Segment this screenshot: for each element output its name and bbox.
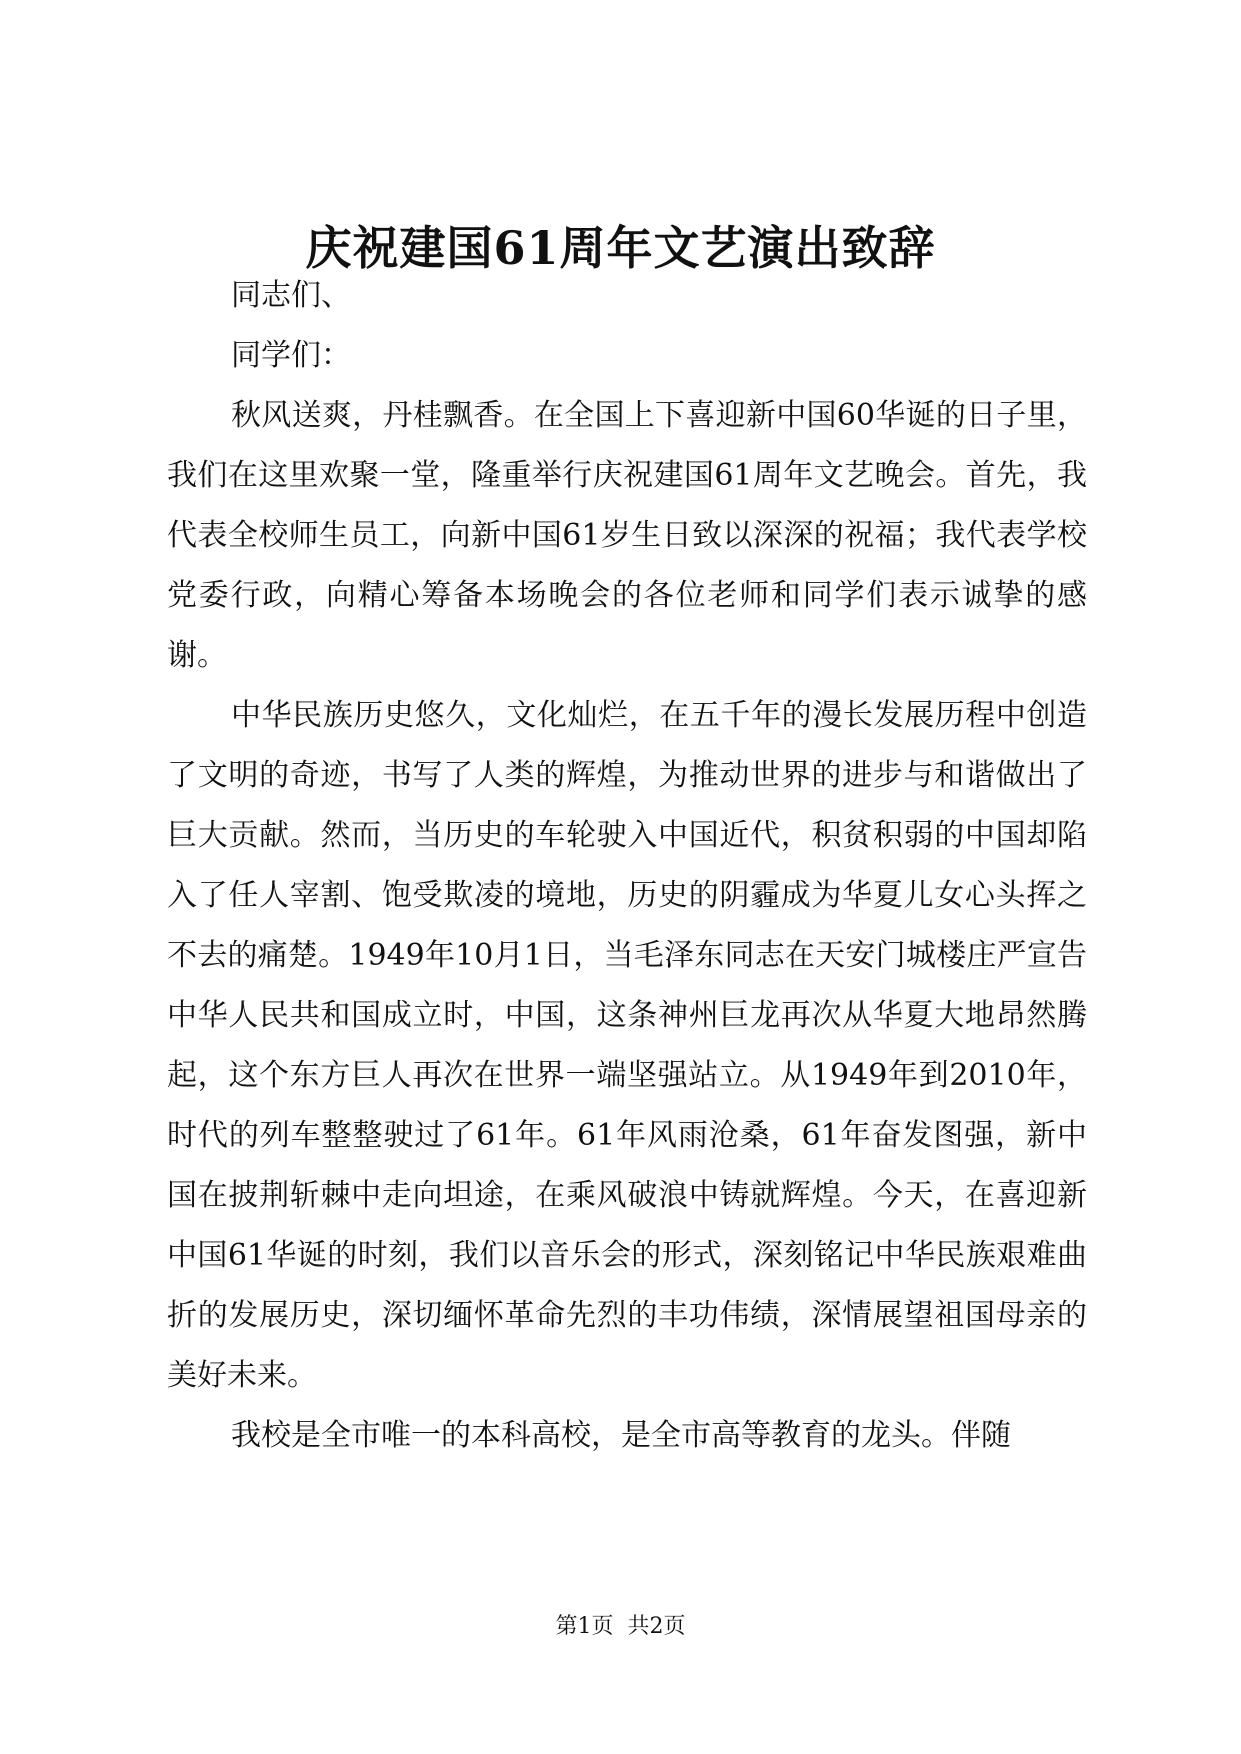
document-title: 庆祝建国61周年文艺演出致辞 <box>305 221 936 275</box>
page-footer <box>0 1612 1241 1642</box>
body-paragraph: 中华民族历史悠久，文化灿烂，在五千年的漫长发展历程中创造了文明的奇迹，书写了人类的辉煌，为推动世界的进步与和谐做出了巨大贡献。然而，当历史的车轮驶入中国近代，积贫积弱的中国却陷入了任人宰割、饱受欺凌的境地，历史的阴霾成为华夏儿女心头挥之不去的痛楚。1949年10月1日，当毛泽东同志在天安门城楼庄严宣告中华人民共和国成立时，中国，这条神州巨龙再次从华夏大地昂然腾起，这个东方巨人再次在世界一端坚强站立。从1949年到2010年，时代的列车整整驶过了61年。61年风雨沧桑，61年奋发图强，新中国在披荆斩棘中走向坦途，在乘风破浪中铸就辉煌。今天，在喜迎新中国61华诞的时刻，我们以音乐会的形式，深刻铭记中华民族艰难曲折的发展历史，深切缅怀革命先烈的丰功伟绩，深情展望祖国母亲的美好未来。 <box>167 698 1087 1393</box>
page-total: 共2页 <box>627 1614 686 1639</box>
salutation-line: 同志们、 <box>231 278 351 313</box>
body-paragraph: 我校是全市唯一的本科高校，是全市高等教育的龙头。伴随 <box>231 1418 1011 1453</box>
salutation-line: 同学们： <box>231 338 351 373</box>
body-paragraph: 秋风送爽，丹桂飘香。在全国上下喜迎新中国60华诞的日子里，我们在这里欢聚一堂，隆重举行庆祝建国61周年文艺晚会。首先，我代表全校师生员工，向新中国61岁生日致以深深的祝福；我代表学校党委行政，向精心筹备本场晚会的各位老师和同学们表示诚挚的感谢。 <box>167 398 1087 673</box>
document-body <box>167 266 1087 1466</box>
page-number: 第1页 <box>555 1614 614 1639</box>
